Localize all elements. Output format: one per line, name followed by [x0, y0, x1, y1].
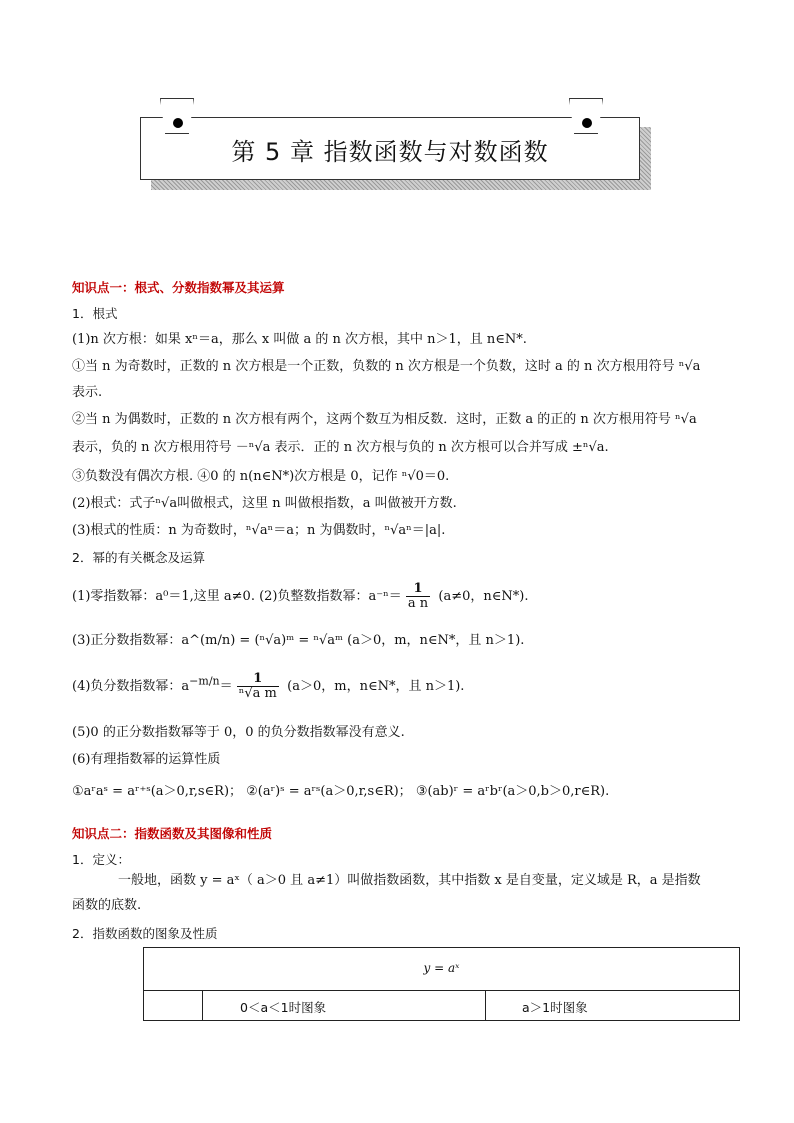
fraction-numerator: 1 [406, 582, 430, 597]
fraction-numerator: 1 [237, 672, 279, 687]
page-title: 第 5 章 指数函数与对数函数 [231, 138, 549, 166]
title-banner [140, 117, 640, 180]
text-line: (5)0 的正分数指数幂等于 0，0 的负分数指数幂没有意义. [72, 725, 405, 740]
text-line: 表示，负的 n 次方根用符号 －ⁿ√a 表示．正的 n 次方根与负的 n 次方根可以合并写成 ±ⁿ√a. [72, 440, 609, 455]
definition-line: 函数的底数. [72, 898, 142, 913]
condition-text: (a≠0，n∈N*). [438, 589, 529, 604]
formula-zero-neg-power [72, 582, 528, 611]
pin-dot-icon [582, 118, 592, 128]
section-heading-1: 知识点一：根式、分数指数幂及其运算 [72, 280, 285, 295]
definition-line: 一般地，函数 y = aˣ（ a＞0 且 a≠1）叫做指数函数，其中指数 x 是自变量，定义域是 R，a 是指数 [118, 873, 701, 888]
pin-dot-icon [173, 118, 183, 128]
text-line: (2)根式：式子ⁿ√a叫做根式，这里 n 叫做根指数，a 叫做被开方数. [72, 496, 457, 511]
table-cell-0a1: 0＜a＜1时图象 [240, 1000, 327, 1015]
text-line: (1)n 次方根：如果 xⁿ＝a，那么 x 叫做 a 的 n 次方根，其中 n＞1，且 n∈N*. [72, 332, 527, 347]
subheading-definition: 1．定义： [72, 852, 130, 867]
neg-frac-exponent: −m/n [189, 674, 220, 688]
text-line: ①当 n 为奇数时，正数的 n 次方根是一个正数，负数的 n 次方根是一个负数，这时 a 的 n 次方根用符号 ⁿ√a [72, 359, 701, 374]
fraction-denominator: a n [407, 596, 429, 611]
condition-text: (a＞0，m，n∈N*，且 n＞1). [287, 679, 465, 694]
text-line: (6)有理指数幂的运算性质 [72, 752, 221, 767]
subheading-radical: 1．根式 [72, 306, 118, 321]
formula-rational-power-rules: ①aʳaˢ = aʳ⁺ˢ(a＞0,r,s∈R)； ②(aʳ)ˢ = aʳˢ(a＞0,r,s∈R)； ③(ab)ʳ = aʳbʳ(a＞0,b＞0,r∈R). [72, 784, 610, 799]
text-line: ②当 n 为偶数时，正数的 n 次方根有两个，这两个数互为相反数．这时，正数 a 的正的 n 次方根用符号 ⁿ√a [72, 412, 697, 427]
subheading-graph: 2．指数函数的图象及性质 [72, 926, 218, 941]
subheading-power: 2．幂的有关概念及运算 [72, 550, 205, 565]
fraction [406, 582, 430, 611]
zero-power-text: (1)零指数幂：a⁰＝1,这里 a≠0. (2)负整数指数幂：a⁻ⁿ＝ [72, 589, 402, 604]
fraction-denominator: ⁿ√a m [238, 686, 277, 701]
text-line: 表示. [72, 385, 103, 400]
table-divider [485, 990, 486, 1020]
neg-frac-label: (4)负分数指数幂：a [72, 679, 190, 694]
table-header-row [144, 948, 739, 991]
table-divider [202, 990, 203, 1020]
section-heading-2: 知识点二：指数函数及其图像和性质 [72, 826, 273, 841]
banner-pin-left [160, 98, 194, 134]
formula-neg-frac-power: (4)负分数指数幂：$a^{-m/n}=$ $\frac{1}{\text{ⁿ√a m}}$ (a＞0，m，n∈N*，且 n＞1). [72, 671, 465, 701]
formula-pos-frac-power: (3)正分数指数幂：a^(m/n) = (ⁿ√a)ᵐ = ⁿ√aᵐ (a＞0，m，n∈N*，且 n＞1). [72, 633, 525, 648]
exponential-properties-table [143, 947, 740, 1021]
banner-pin-right [569, 98, 603, 134]
table-header: y = aˣ [423, 961, 460, 975]
text-line: (3)根式的性质：n 为奇数时，ⁿ√aⁿ＝a；n 为偶数时，ⁿ√aⁿ＝|a|. [72, 523, 446, 538]
fraction [237, 672, 279, 701]
table-cell-a1: a＞1时图象 [522, 1000, 588, 1015]
text-line: ③负数没有偶次方根. ④0 的 n(n∈N*)次方根是 0，记作 ⁿ√0＝0. [72, 469, 450, 484]
